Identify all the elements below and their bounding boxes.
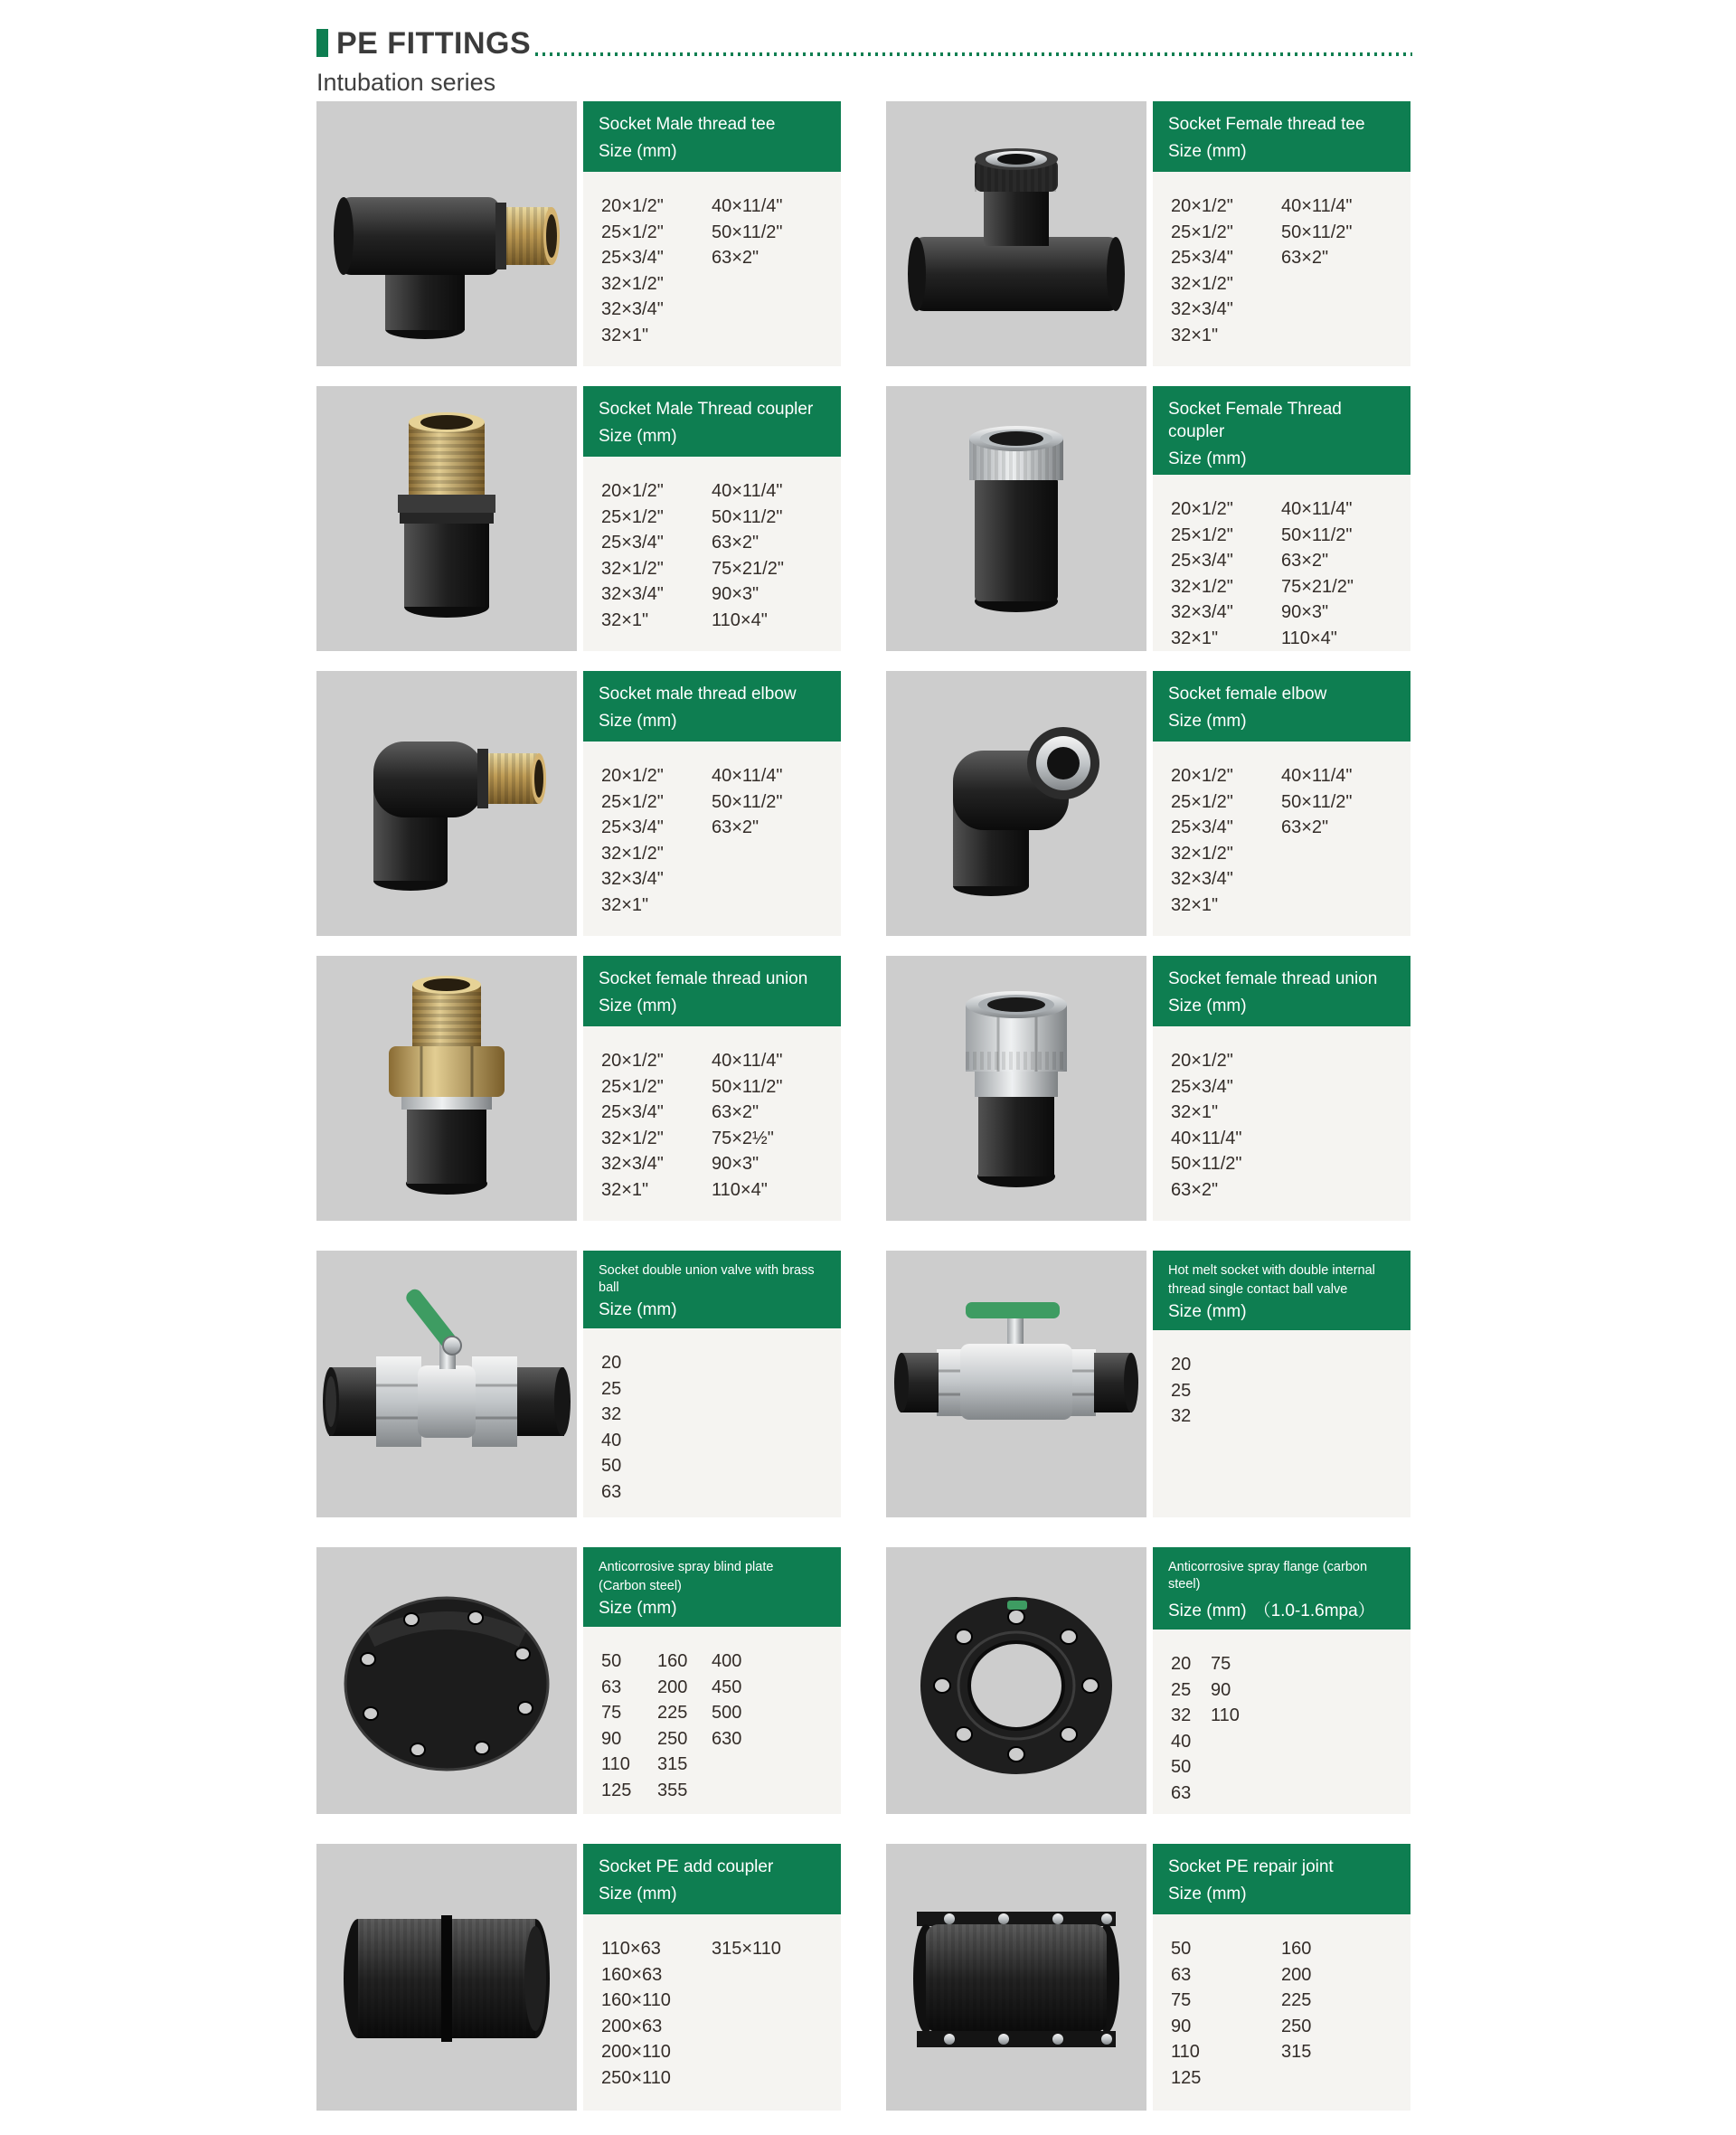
- product-card: [316, 956, 841, 1221]
- spec-panel: [583, 671, 841, 936]
- socket-female-thread-union-1-photo: [316, 956, 577, 1221]
- size-item: 32×1/2": [601, 843, 664, 864]
- size-item: 40: [1171, 1731, 1192, 1752]
- size-item: 50×11/2": [1171, 1154, 1242, 1174]
- socket-female-thread-coupler-illustration: [886, 386, 1146, 651]
- spec-header: [1153, 386, 1410, 475]
- spec-panel: [583, 956, 841, 1221]
- size-heading: [1168, 449, 1401, 469]
- product-title: Socket Male thread tee: [599, 115, 776, 134]
- size-list: [1153, 742, 1410, 936]
- size-item: 25×1/2": [601, 222, 664, 242]
- size-item: 32×3/4": [601, 584, 664, 604]
- size-item: 50×11/2": [1281, 222, 1353, 242]
- size-column: [601, 763, 712, 936]
- size-label: Size (mm): [1168, 1885, 1247, 1904]
- size-item: 200×63: [601, 2016, 663, 2036]
- socket-male-thread-elbow-illustration: [316, 671, 577, 936]
- size-item: 50: [601, 1456, 622, 1476]
- size-item: 32×3/4": [1171, 299, 1233, 319]
- size-list: [583, 1026, 841, 1221]
- size-label: Size (mm): [599, 427, 677, 446]
- product-title-line2: thread single contact ball valve: [1168, 1282, 1348, 1297]
- size-item: 315: [1281, 2042, 1312, 2062]
- title-marker: [316, 29, 328, 57]
- size-item: 50×11/2": [712, 222, 783, 242]
- size-column: [1281, 1936, 1311, 2111]
- size-label: Size (mm): [1168, 142, 1247, 161]
- size-item: 90×3": [712, 584, 760, 604]
- size-item: 125: [1171, 2067, 1202, 2088]
- product-card: [316, 101, 841, 366]
- size-column: [1171, 1936, 1281, 2111]
- spec-header: [1153, 101, 1410, 172]
- size-item: 75×21/2": [712, 558, 784, 579]
- size-heading: [1168, 1302, 1401, 1322]
- size-column: [712, 194, 782, 366]
- size-item: 20×1/2": [1171, 499, 1233, 519]
- size-item: 50: [1171, 1757, 1192, 1777]
- size-item: 63×2": [1281, 551, 1329, 571]
- size-item: 32×1/2": [601, 273, 664, 294]
- product-title: Socket Male Thread coupler: [599, 400, 814, 419]
- size-heading: [599, 712, 832, 732]
- socket-pe-repair-joint-photo: [886, 1844, 1146, 2111]
- spec-panel: [1153, 956, 1410, 1221]
- socket-double-union-valve-photo: [316, 1251, 577, 1517]
- size-item: 50×11/2": [712, 791, 783, 812]
- size-column: [601, 1648, 657, 1814]
- size-item: 32×1": [601, 894, 649, 915]
- size-item: 20×1/2": [601, 196, 664, 216]
- size-item: 32: [1171, 1406, 1192, 1426]
- product-card: [886, 1844, 1410, 2111]
- size-item: 32: [1171, 1705, 1192, 1725]
- spec-header: [583, 1251, 841, 1328]
- size-item: 40×11/4": [1281, 196, 1353, 216]
- socket-male-thread-tee-photo: [316, 101, 577, 366]
- size-heading: [599, 1885, 832, 1904]
- product-title-line2: (Carbon steel): [599, 1579, 682, 1593]
- product-card: [316, 671, 841, 936]
- size-column: [712, 478, 784, 651]
- size-item: 25×1/2": [601, 1076, 664, 1097]
- product-title: Socket Female thread tee: [1168, 115, 1365, 134]
- anticorrosive-blind-plate-illustration: [316, 1548, 577, 1813]
- size-item: 250: [657, 1728, 688, 1749]
- size-item: 50×11/2": [712, 1076, 783, 1097]
- spec-panel: [583, 1547, 841, 1814]
- size-item: 75: [1171, 1990, 1192, 2010]
- size-item: 32×3/4": [601, 869, 664, 889]
- size-item: 110×4": [712, 609, 768, 630]
- size-item: 25×1/2": [1171, 791, 1233, 812]
- size-list: [1153, 1026, 1410, 1221]
- size-column: [601, 1048, 712, 1221]
- spec-panel: [583, 101, 841, 366]
- size-item: 63: [1171, 1782, 1192, 1803]
- socket-female-thread-union-1-illustration: [316, 956, 577, 1221]
- size-column: [601, 194, 712, 366]
- size-list: [583, 1914, 841, 2111]
- spec-panel: [1153, 1251, 1410, 1517]
- size-item: 20×1/2": [1171, 1051, 1233, 1071]
- product-title: Socket female elbow: [1168, 685, 1327, 704]
- size-list: [1153, 1914, 1410, 2111]
- size-item: 32×1": [601, 609, 649, 630]
- size-item: 50×11/2": [1281, 524, 1353, 545]
- socket-male-thread-tee-illustration: [316, 101, 577, 366]
- size-item: 125: [601, 1780, 632, 1800]
- size-item: 225: [1281, 1990, 1312, 2010]
- size-item: 110: [1211, 1705, 1240, 1725]
- size-item: 630: [712, 1728, 742, 1749]
- size-item: 250×110: [601, 2067, 671, 2088]
- size-label: Size (mm): [1168, 997, 1247, 1016]
- size-item: 40×11/4": [1171, 1128, 1242, 1148]
- product-title: Socket double union valve with brass ball: [599, 1263, 815, 1295]
- size-item: 25×1/2": [1171, 524, 1233, 545]
- size-column: [601, 478, 712, 651]
- size-item: 90×3": [712, 1154, 760, 1174]
- size-column: [657, 1648, 712, 1814]
- size-item: 25: [1171, 1679, 1192, 1700]
- series-subtitle: Intubation series: [316, 69, 496, 96]
- size-item: 75×21/2": [1281, 576, 1354, 597]
- size-item: 63×2": [1281, 248, 1329, 268]
- size-item: 110×63: [601, 1939, 661, 1959]
- size-item: 90: [1211, 1679, 1231, 1700]
- size-column: [601, 1350, 621, 1517]
- size-heading: [599, 142, 832, 162]
- size-item: 25×1/2": [601, 506, 664, 527]
- size-item: 25×3/4": [1171, 817, 1233, 837]
- size-column: [1171, 496, 1281, 651]
- size-label: Size (mm): [599, 1599, 677, 1618]
- size-column: [712, 763, 782, 936]
- size-heading: [599, 427, 832, 447]
- product-title: Socket Female Thread coupler: [1168, 400, 1342, 441]
- size-label: Size (mm): [1168, 1302, 1247, 1321]
- spec-header: [583, 386, 841, 457]
- size-label: Size (mm): [599, 997, 677, 1016]
- product-title: Socket female thread union: [1168, 969, 1378, 988]
- size-item: 63×2": [712, 817, 760, 837]
- spec-panel: [583, 1844, 841, 2111]
- size-item: 110×4": [1281, 628, 1337, 648]
- size-item: 20×1/2": [601, 766, 664, 786]
- product-title: Socket female thread union: [599, 969, 808, 988]
- spec-panel: [1153, 386, 1410, 651]
- size-item: 50: [601, 1651, 622, 1671]
- size-item: 225: [657, 1703, 688, 1723]
- size-column: [712, 1648, 741, 1814]
- spec-header: [1153, 956, 1410, 1026]
- size-column: [1171, 1651, 1211, 1814]
- socket-pe-repair-joint-illustration: [886, 1845, 1146, 2110]
- spec-header: [583, 1844, 841, 1914]
- size-label: Size (mm): [599, 712, 677, 731]
- product-card: [886, 956, 1410, 1221]
- anticorrosive-flange-illustration: [886, 1548, 1146, 1813]
- size-item: 160×63: [601, 1964, 663, 1985]
- size-item: 25: [1171, 1380, 1192, 1401]
- size-item: 25×1/2": [601, 791, 664, 812]
- size-item: 315: [657, 1754, 688, 1774]
- socket-female-elbow-photo: [886, 671, 1146, 936]
- spec-panel: [1153, 1547, 1410, 1814]
- size-label: Size (mm): [1168, 712, 1247, 731]
- size-item: 32×3/4": [601, 1154, 664, 1174]
- product-card: [886, 1547, 1410, 1814]
- size-item: 25×3/4": [1171, 248, 1233, 268]
- spec-panel: [1153, 671, 1410, 936]
- size-column: [1281, 194, 1352, 366]
- size-item: 32×1/2": [1171, 273, 1233, 294]
- size-heading: [1168, 1885, 1401, 1904]
- product-grid-bottom: [316, 1251, 1410, 2111]
- spec-panel: [1153, 101, 1410, 366]
- size-item: 50×11/2": [1281, 791, 1353, 812]
- size-item: 20×1/2": [601, 1051, 664, 1071]
- size-item: 160: [657, 1651, 688, 1671]
- size-item: 25×1/2": [1171, 222, 1233, 242]
- size-item: 25×3/4": [601, 1102, 664, 1122]
- size-heading: [1168, 142, 1401, 162]
- socket-female-thread-union-2-illustration: [886, 956, 1146, 1221]
- socket-male-thread-coupler-illustration: [316, 386, 577, 651]
- size-list: [1153, 1630, 1410, 1814]
- product-card: [886, 101, 1410, 366]
- size-item: 355: [657, 1780, 688, 1800]
- size-note: （1.0-1.6mpa）: [1253, 1601, 1375, 1620]
- socket-female-thread-tee-illustration: [886, 101, 1146, 366]
- anticorrosive-flange-photo: [886, 1547, 1146, 1814]
- size-item: 110: [601, 1754, 630, 1774]
- size-item: 63: [601, 1677, 622, 1697]
- spec-header: [1153, 1844, 1410, 1914]
- product-card: [316, 1547, 841, 1814]
- size-item: 25×3/4": [1171, 1076, 1233, 1097]
- size-column: [1281, 763, 1352, 936]
- product-title: Anticorrosive spray blind plate: [599, 1560, 774, 1574]
- size-item: 32×1/2": [1171, 843, 1233, 864]
- size-item: 32×1": [1171, 325, 1219, 345]
- size-item: 63×2": [712, 533, 760, 553]
- size-label: Size (mm): [1168, 449, 1247, 468]
- size-item: 250: [1281, 2016, 1312, 2036]
- size-list: [1153, 475, 1410, 651]
- size-item: 20: [1171, 1654, 1192, 1674]
- size-item: 40×11/4": [712, 1051, 783, 1071]
- size-item: 63×2": [712, 248, 760, 268]
- product-title: Anticorrosive spray flange (carbon steel): [1168, 1560, 1368, 1592]
- socket-female-thread-tee-photo: [886, 101, 1146, 366]
- size-item: 90: [1171, 2016, 1192, 2036]
- product-card: [886, 1251, 1410, 1517]
- size-item: 32×1": [601, 1179, 649, 1200]
- spec-header: [583, 1547, 841, 1627]
- product-card: [886, 671, 1410, 936]
- spec-header: [583, 101, 841, 172]
- size-column: [1171, 1352, 1191, 1517]
- size-item: 32×1/2": [601, 1128, 664, 1148]
- size-item: 63×2": [712, 1102, 760, 1122]
- size-column: [1281, 496, 1354, 651]
- size-item: 32×1/2": [601, 558, 664, 579]
- size-heading: [1168, 997, 1401, 1016]
- size-label: Size (mm): [599, 142, 677, 161]
- size-item: 32×3/4": [1171, 869, 1233, 889]
- size-item: 25×3/4": [1171, 551, 1233, 571]
- size-item: 315×110: [712, 1939, 781, 1959]
- size-item: 32×1/2": [1171, 576, 1233, 597]
- spec-header: [1153, 671, 1410, 742]
- page-header: [316, 27, 1412, 60]
- spec-header: [583, 956, 841, 1026]
- size-item: 63: [601, 1481, 622, 1502]
- socket-pe-add-coupler-illustration: [316, 1845, 577, 2110]
- size-item: 32×3/4": [601, 299, 664, 319]
- size-item: 40×11/4": [712, 196, 783, 216]
- size-item: 75: [601, 1703, 622, 1723]
- spec-header: [583, 671, 841, 742]
- size-column: [712, 1048, 782, 1221]
- spec-panel: [583, 1251, 841, 1517]
- size-item: 90×3": [1281, 602, 1329, 622]
- size-item: 75×2½": [712, 1128, 774, 1148]
- page-title: PE FITTINGS: [336, 26, 532, 61]
- size-item: 20×1/2": [1171, 766, 1233, 786]
- size-heading: [599, 1300, 832, 1320]
- size-item: 63×2": [1171, 1179, 1219, 1200]
- size-item: 32×1": [1171, 628, 1219, 648]
- product-grid-top: [316, 101, 1410, 1221]
- product-title: Socket PE add coupler: [599, 1857, 774, 1876]
- product-card: [316, 1844, 841, 2111]
- size-item: 25×3/4": [601, 817, 664, 837]
- size-item: 32: [601, 1404, 622, 1424]
- size-item: 110×4": [712, 1179, 768, 1200]
- dotted-leader-line: [535, 52, 1412, 56]
- product-card: [886, 386, 1410, 651]
- socket-pe-add-coupler-photo: [316, 1844, 577, 2111]
- size-column: [712, 1936, 781, 2111]
- size-item: 200×110: [601, 2042, 671, 2062]
- spec-header: [1153, 1547, 1410, 1630]
- size-list: [583, 172, 841, 366]
- size-column: [1171, 763, 1281, 936]
- socket-male-thread-coupler-photo: [316, 386, 577, 651]
- size-item: 200: [657, 1677, 688, 1697]
- size-item: 400: [712, 1651, 742, 1671]
- size-item: 32×3/4": [1171, 602, 1233, 622]
- size-item: 20×1/2": [601, 481, 664, 501]
- product-card: [316, 1251, 841, 1517]
- size-item: 40×11/4": [1281, 766, 1353, 786]
- size-item: 40: [601, 1430, 622, 1450]
- size-list: [583, 457, 841, 651]
- size-item: 32×1": [1171, 894, 1219, 915]
- size-item: 500: [712, 1703, 742, 1723]
- size-item: 160×110: [601, 1990, 671, 2010]
- socket-male-thread-elbow-photo: [316, 671, 577, 936]
- size-item: 50×11/2": [712, 506, 783, 527]
- size-item: 63: [1171, 1964, 1192, 1985]
- size-item: 32×1": [601, 325, 649, 345]
- size-heading: [1168, 1597, 1401, 1621]
- size-item: 32×1": [1171, 1102, 1219, 1122]
- product-title: Socket PE repair joint: [1168, 1857, 1334, 1876]
- socket-female-thread-union-2-photo: [886, 956, 1146, 1221]
- hot-melt-ball-valve-illustration: [886, 1252, 1146, 1516]
- size-item: 110: [1171, 2042, 1200, 2062]
- size-column: [1171, 194, 1281, 366]
- size-item: 40×11/4": [1281, 499, 1353, 519]
- product-title: Hot melt socket with double internal: [1168, 1263, 1375, 1278]
- size-list: [583, 1328, 841, 1517]
- size-item: 20: [601, 1353, 622, 1373]
- size-item: 40×11/4": [712, 481, 783, 501]
- size-item: 25×3/4": [601, 248, 664, 268]
- size-list: [583, 742, 841, 936]
- size-item: 450: [712, 1677, 742, 1697]
- size-item: 160: [1281, 1939, 1312, 1959]
- size-heading: [1168, 712, 1401, 732]
- size-list: [583, 1627, 841, 1814]
- size-item: 25: [601, 1378, 622, 1399]
- size-item: 90: [601, 1728, 622, 1749]
- hot-melt-ball-valve-photo: [886, 1251, 1146, 1517]
- size-item: 20×1/2": [1171, 196, 1233, 216]
- size-label: Size (mm): [599, 1885, 677, 1904]
- size-item: 40×11/4": [712, 766, 783, 786]
- socket-double-union-valve-illustration: [316, 1252, 577, 1516]
- size-label: Size (mm): [1168, 1601, 1247, 1620]
- size-item: 75: [1211, 1654, 1231, 1674]
- size-column: [1171, 1048, 1241, 1221]
- size-list: [1153, 172, 1410, 366]
- size-item: 50: [1171, 1939, 1192, 1959]
- size-item: 25×3/4": [601, 533, 664, 553]
- anticorrosive-blind-plate-photo: [316, 1547, 577, 1814]
- spec-header: [1153, 1251, 1410, 1330]
- socket-female-elbow-illustration: [886, 671, 1146, 936]
- size-item: 20: [1171, 1355, 1192, 1375]
- product-card: [316, 386, 841, 651]
- spec-panel: [1153, 1844, 1410, 2111]
- size-heading: [599, 1599, 832, 1619]
- size-label: Size (mm): [599, 1300, 677, 1319]
- size-item: 63×2": [1281, 817, 1329, 837]
- product-title: Socket male thread elbow: [599, 685, 797, 704]
- socket-female-thread-coupler-photo: [886, 386, 1146, 651]
- size-column: [601, 1936, 712, 2111]
- size-item: 200: [1281, 1964, 1312, 1985]
- size-column: [1211, 1651, 1240, 1814]
- spec-panel: [583, 386, 841, 651]
- size-list: [1153, 1330, 1410, 1517]
- size-heading: [599, 997, 832, 1016]
